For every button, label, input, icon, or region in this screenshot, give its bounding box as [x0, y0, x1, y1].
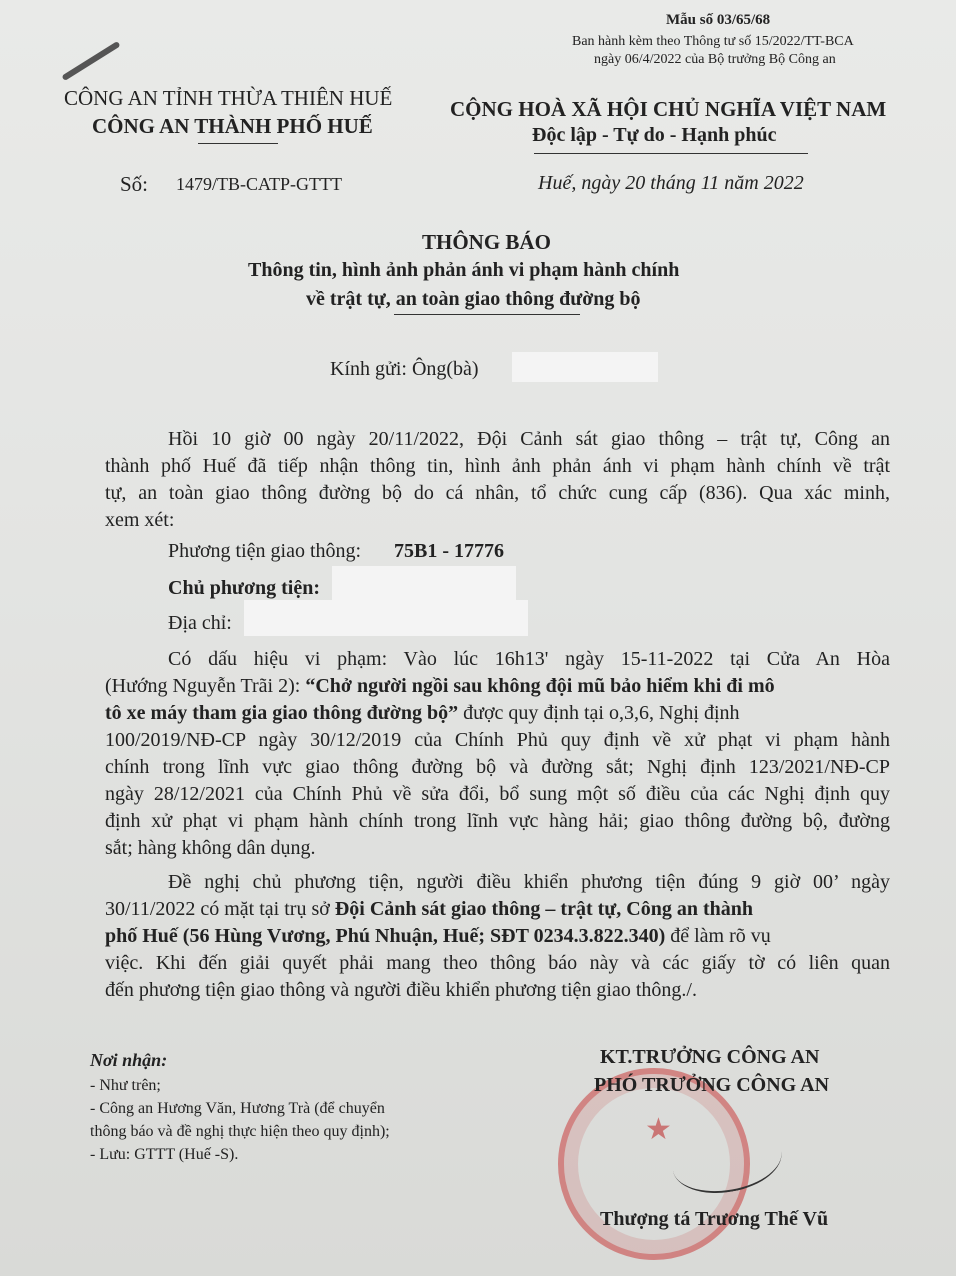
- vehicle-label: Phương tiện giao thông:: [168, 540, 362, 562]
- pen-mark: [61, 41, 120, 81]
- recipients-item-2a: - Công an Hương Văn, Hương Trà (để chuyển: [90, 1100, 385, 1117]
- subtitle-underline: [394, 314, 580, 315]
- recipient-label: Kính gửi: Ông(bà): [330, 358, 479, 380]
- doc-subtitle-1: Thông tin, hình ảnh phản ánh vi phạm hành chính: [248, 259, 680, 281]
- redacted-recipient: [512, 352, 658, 382]
- recipients-item-1: - Như trên;: [90, 1077, 161, 1094]
- signer-name: Thượng tá Trương Thế Vũ: [600, 1208, 829, 1230]
- doc-number-label: Số:: [120, 172, 149, 196]
- violation-regulation: được quy định tại o,3,6, Nghị định: [463, 702, 740, 724]
- violation-line8: sắt; hàng không dân dụng.: [105, 837, 316, 859]
- request-office-2: phố Huế (56 Hùng Vương, Phú Nhuận, Huế; SĐT 0234.3.822.340): [105, 925, 666, 947]
- para1-line2: thành phố Huế đã tiếp nhận thông tin, hình ảnh phản ánh vi phạm hành chính về trật: [105, 455, 890, 477]
- violation-act-1: “Chở người ngồi sau không đội mũ bảo hiểm khi đi mô: [305, 675, 775, 697]
- para1-line4: xem xét:: [105, 509, 175, 531]
- request-line3: [105, 923, 771, 950]
- agency-parent: CÔNG AN TỈNH THỪA THIÊN HUẾ: [64, 86, 393, 110]
- doc-title: THÔNG BÁO: [422, 230, 551, 254]
- violation-line6: ngày 28/12/2021 của Chính Phủ về sửa đổi, bổ sung một số điều của các Nghị định quy: [105, 783, 890, 805]
- request-line1: Đề nghị chủ phương tiện, người điều khiển phương tiện đúng 9 giờ 00’ ngày: [168, 871, 890, 893]
- request-office-1: Đội Cảnh sát giao thông – trật tự, Công an thành: [334, 898, 753, 920]
- para1-line1: Hồi 10 giờ 00 ngày 20/11/2022, Đội Cảnh sát giao thông – trật tự, Công an: [168, 428, 890, 450]
- violation-line5: chính trong lĩnh vực giao thông đường bộ và đường sắt; Nghị định 123/2021/NĐ-CP: [105, 756, 890, 778]
- violation-line7: định xử phạt vi phạm hành chính trong lĩnh vực hàng hải; giao thông đường bộ, đường: [105, 810, 890, 832]
- motto: Độc lập - Tự do - Hạnh phúc: [532, 124, 777, 146]
- doc-subtitle-2: về trật tự, an toàn giao thông đường bộ: [306, 288, 641, 310]
- vehicle-plate: 75B1 - 17776: [394, 540, 504, 562]
- place-date: Huế, ngày 20 tháng 11 năm 2022: [538, 172, 804, 194]
- request-line5: đến phương tiện giao thông và người điều khiển phương tiện giao thông./.: [105, 979, 697, 1001]
- violation-act-2: tô xe máy tham gia giao thông đường bộ”: [105, 702, 459, 724]
- request-line2: [105, 896, 753, 923]
- form-issued-line2: ngày 06/4/2022 của Bộ trưởng Bộ Công an: [594, 52, 836, 67]
- agency-underline: [198, 143, 278, 144]
- redacted-owner: [332, 566, 516, 600]
- agency-name: CÔNG AN THÀNH PHỐ HUẾ: [92, 114, 373, 138]
- redacted-address: [244, 600, 528, 636]
- motto-underline: [534, 153, 808, 154]
- seal-star-icon: ★: [645, 1112, 672, 1147]
- violation-location: (Hướng Nguyễn Trãi 2):: [105, 675, 301, 697]
- signer-role-1: KT.TRƯỞNG CÔNG AN: [600, 1046, 820, 1068]
- doc-number: 1479/TB-CATP-GTTT: [176, 174, 342, 194]
- address-label: Địa chỉ:: [168, 612, 232, 634]
- para1-line3: tự, an toàn giao thông đường bộ do cá nhân, tổ chức cung cấp (836). Qua xác minh,: [105, 482, 890, 504]
- signer-role-2: PHÓ TRƯỞNG CÔNG AN: [594, 1074, 830, 1096]
- request-date: 30/11/2022 có mặt tại trụ sở: [105, 898, 330, 920]
- recipients-title: Nơi nhận:: [90, 1050, 168, 1070]
- violation-line2: [105, 673, 775, 700]
- owner-label: Chủ phương tiện:: [168, 577, 321, 599]
- violation-line1: Có dấu hiệu vi phạm: Vào lúc 16h13' ngày 15-11-2022 tại Cửa An Hòa: [168, 648, 890, 670]
- country-name: CỘNG HOÀ XÃ HỘI CHỦ NGHĨA VIỆT NAM: [450, 97, 887, 121]
- form-issued-line1: Ban hành kèm theo Thông tư số 15/2022/TT-BCA: [572, 34, 854, 49]
- request-line4: việc. Khi đến giải quyết phải mang theo thông báo này và các giấy tờ có liên quan: [105, 952, 890, 974]
- request-purpose: để làm rõ vụ: [670, 925, 771, 947]
- recipients-item-2b: thông báo và đề nghị thực hiện theo quy định);: [90, 1123, 390, 1140]
- violation-line4: 100/2019/NĐ-CP ngày 30/12/2019 của Chính Phủ quy định về xử phạt vi phạm hành: [105, 729, 890, 751]
- violation-line3: [105, 700, 740, 727]
- recipients-item-3: - Lưu: GTTT (Huế -S).: [90, 1146, 239, 1163]
- form-code: Mẫu số 03/65/68: [666, 12, 771, 28]
